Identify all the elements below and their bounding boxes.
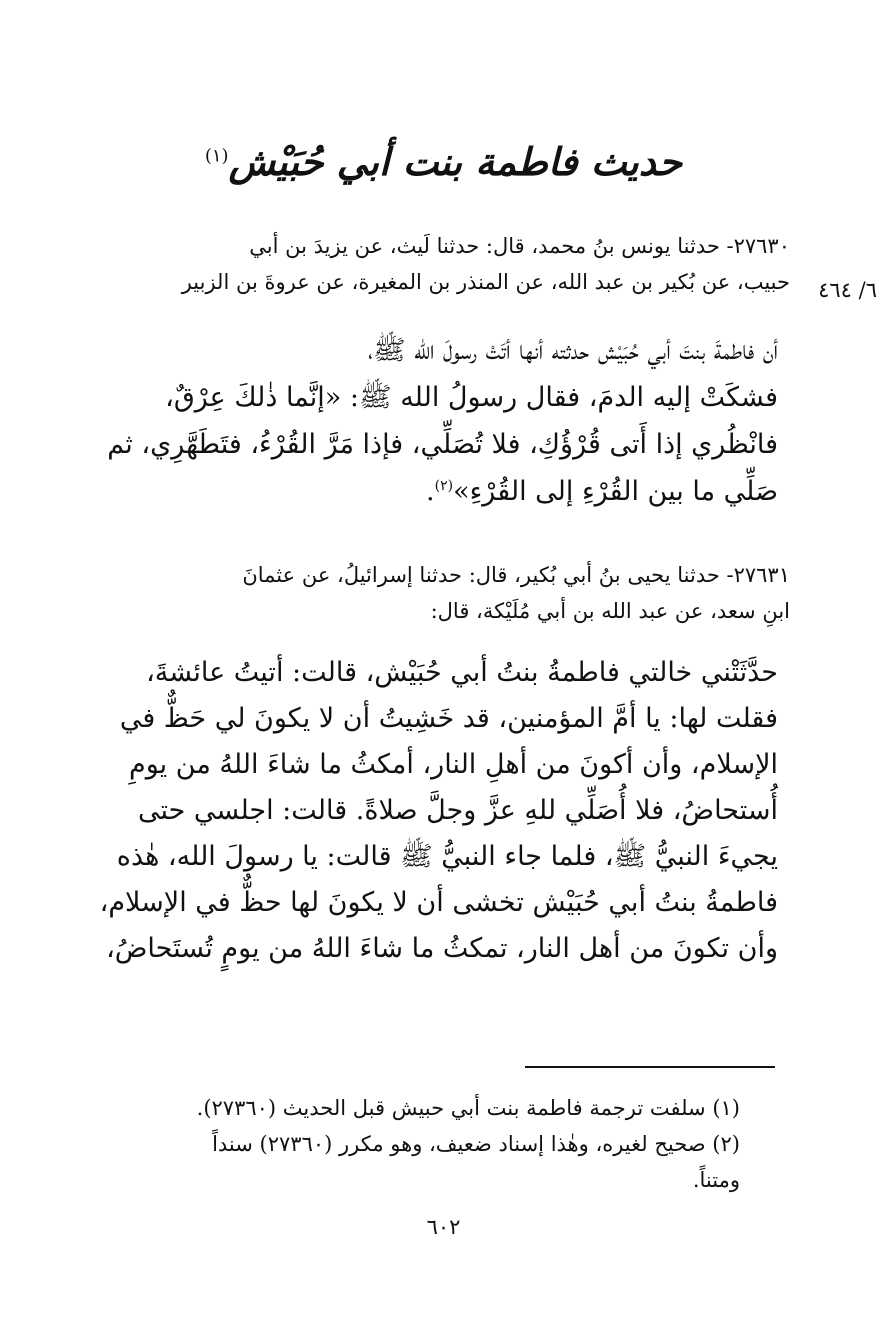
hadith-27630-isnad [82, 228, 790, 300]
footnote-2-continued: ومتناً. [692, 1168, 740, 1192]
isnad-line: حبيب، عن بُكير بن عبد الله، عن المنذر بن المغيرة، عن عروةَ بن الزبير [181, 270, 790, 294]
matn-line: الإسلام، وأن أكونَ من أهلِ النار، أمكثُ ما شاءَ اللهُ من يومِ [129, 749, 778, 780]
footnote-separator [525, 1066, 775, 1068]
isnad-line: ابنِ سعد، عن عبد الله بن أبي مُلَيْكة، قال: [430, 599, 790, 623]
footnote-2: (٢) صحيح لغيره، وهٰذا إسناد ضعيف، وهو مكرر (٢٧٣٦٠) سنداً [212, 1132, 740, 1156]
matn-line: فاطمةُ بنتُ أبي حُبَيْش تخشى أن لا يكونَ لها حظٌّ في الإسلام، [99, 887, 778, 918]
matn-line: أن فاطمةَ بنتَ أبي حُبَيْش حدثته أنها أتَتْ رسولَ الله ﷺ، [367, 335, 778, 366]
matn-line [80, 468, 778, 515]
page-number: ٦٠٢ [426, 1215, 461, 1239]
chapter-title-text: حديث فاطمة بنت أبي حُبَيْش [228, 139, 683, 184]
title-footnote-ref: (١) [204, 145, 229, 167]
hadith-27630-matn [80, 327, 778, 515]
matn-line: وأن تكونَ من أهل النار، تمكثُ ما شاءَ اللهُ من يومٍ تُستَحاضُ، [106, 933, 778, 964]
footnotes [80, 1090, 740, 1198]
matn-line: فشكَتْ إليه الدمَ، فقال رسولُ الله ﷺ: «إنَّما ذٰلكَ عِرْقٌ، [165, 382, 778, 413]
matn-line: فقلت لها: يا أمَّ المؤمنين، قد خَشِيتُ أن لا يكونَ لي حَظٌّ في [119, 703, 778, 734]
isnad-line: ٢٧٦٣٠- حدثنا يونس بنُ محمد، قال: حدثنا لَيث، عن يزيدَ بن أبي [249, 234, 790, 258]
matn-line: حدَّثَتْني خالتي فاطمةُ بنتُ أبي حُبَيْش، قالت: أتيتُ عائشةَ، [146, 657, 778, 688]
matn-line: فانْظُري إذا أَتى قُرْؤُكِ، فلا تُصَلِّي، فإذا مَرَّ القُرْءُ، فتَطَهَّرِي، ثم [107, 429, 778, 460]
hadith-27631-isnad [80, 557, 790, 629]
matn-footnote-ref: (٢) [434, 478, 454, 494]
matn-line: يجيءَ النبيُّ ﷺ، فلما جاء النبيُّ ﷺ قالت: يا رسولَ الله، هٰذه [116, 841, 778, 872]
matn-line: أُستحاضُ، فلا أُصَلِّي للهِ عزَّ وجلَّ صلاةً. قالت: اجلسي حتى [137, 795, 778, 826]
hadith-27631-matn [80, 650, 778, 972]
isnad-line: ٢٧٦٣١- حدثنا يحيى بنُ أبي بُكير، قال: حدثنا إسرائيلُ، عن عثمانَ [242, 563, 790, 587]
matn-line-text: صَلِّي ما بين القُرْءِ إلى القُرْءِ» [453, 476, 778, 507]
matn-line-end: . [426, 476, 435, 507]
margin-volume-page-marker: ٦/ ٤٦٤ [818, 278, 877, 302]
chapter-title [0, 132, 887, 192]
footnote-1: (١) سلفت ترجمة فاطمة بنت أبي حبيش قبل الحديث (٢٧٣٦٠). [196, 1096, 740, 1120]
